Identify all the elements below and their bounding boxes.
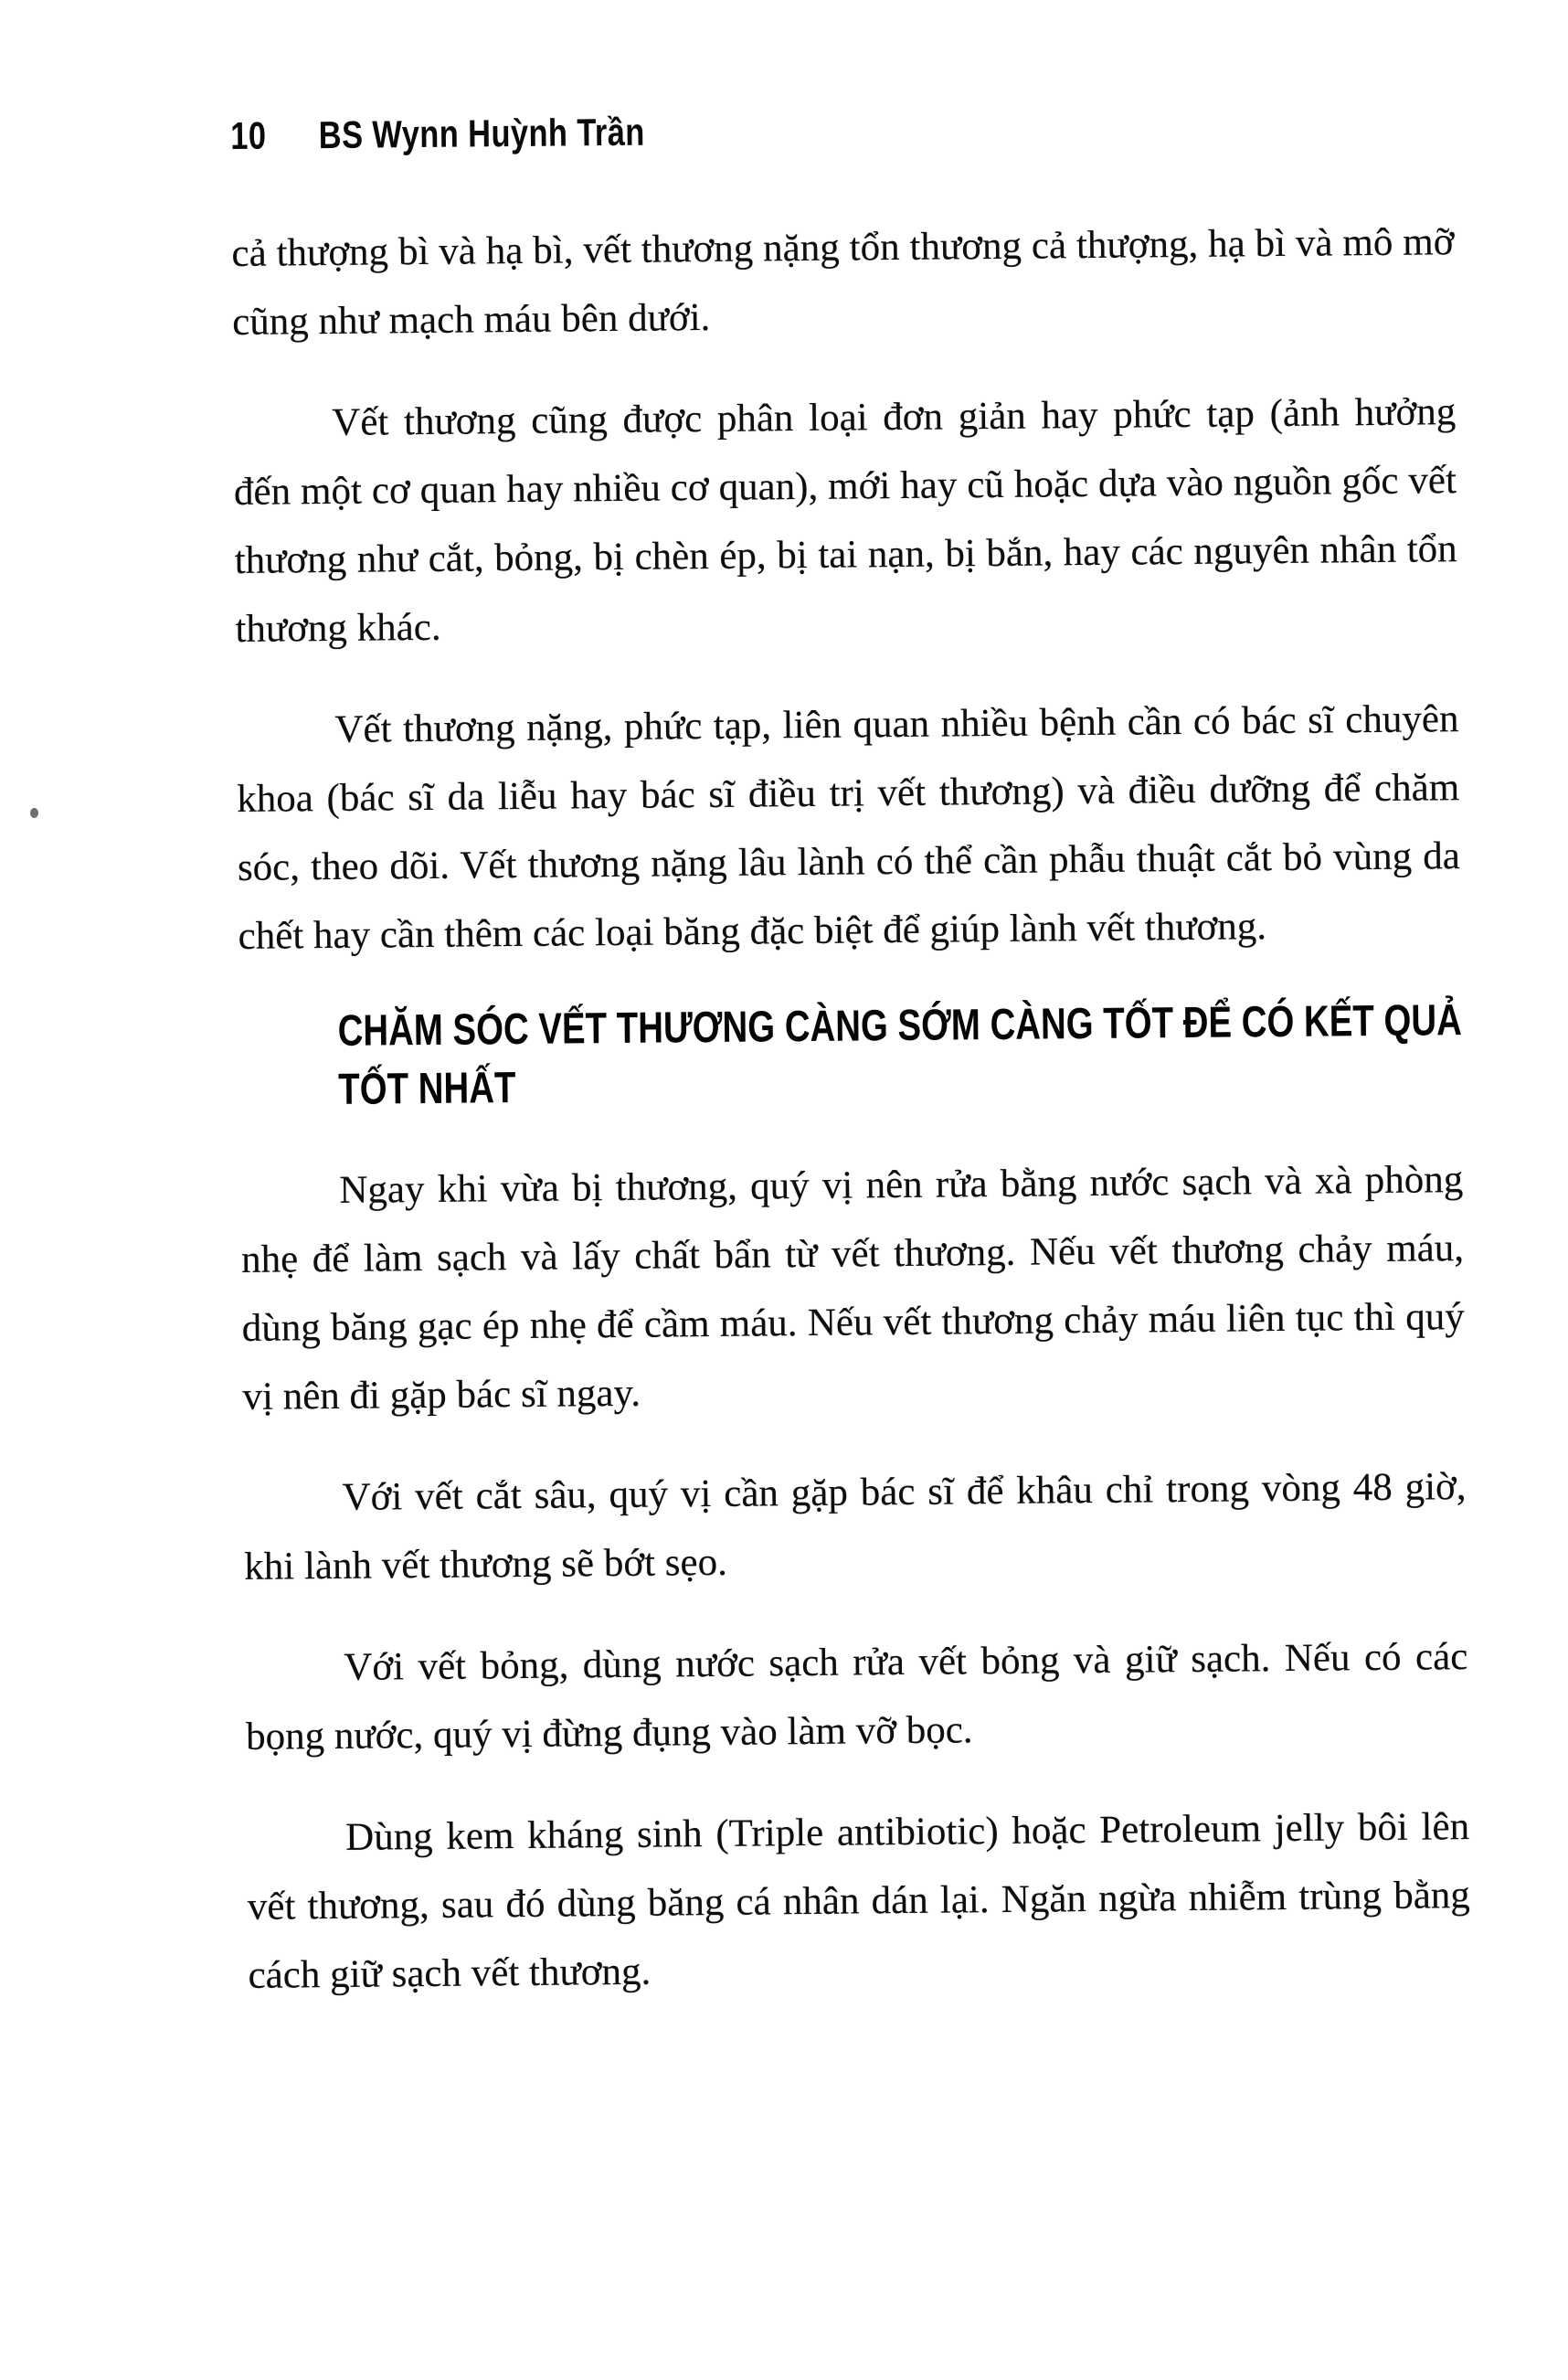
paragraph-6: Với vết bỏng, dùng nước sạch rửa vết bỏng và giữ sạch. Nếu có các bọng nước, quý vị đừng đụng vào làm vỡ bọc. — [245, 1635, 1468, 1758]
scanned-content — [230, 100, 1471, 2043]
paragraph-1: cả thượng bì và hạ bì, vết thương nặng tổn thương cả thượng, hạ bì và mô mỡ cũng như mạch máu bên dưới. — [231, 220, 1455, 344]
paragraph-2: Vết thương cũng được phân loại đơn giản hay phức tạp (ảnh hưởng đến một cơ quan hay nhiều cơ quan), mới hay cũ hoặc dựa vào nguồn gốc vết thương như cắt, bỏng, bị chèn ép, bị tai nạn, bị bắn, hay các nguyên nhân tổn thương khác. — [233, 390, 1457, 651]
section-heading-line-2: TỐT NHẤT — [338, 1064, 516, 1114]
paragraph-4: Ngay khi vừa bị thương, quý vị nên rửa bằng nước sạch và xà phòng nhẹ để làm sạch và lấy chất bẩn từ vết thương. Nếu vết thương chảy máu, dùng băng gạc ép nhẹ để cầm máu. Nếu vết thương chảy máu liên tục thì quý vị nên đi gặp bác sĩ ngay. — [240, 1158, 1465, 1418]
body-text — [231, 207, 1471, 2010]
page-header — [230, 101, 1234, 161]
section-heading — [337, 992, 1462, 1120]
running-head: BS Wynn Huỳnh Trần — [318, 110, 645, 157]
paragraph-7: Dùng kem kháng sinh (Triple antibiotic) hoặc Petroleum jelly bôi lên vết thương, sau đó dùng băng cá nhân dán lại. Ngăn ngừa nhiễm trùng bằng cách giữ sạch vết thương. — [247, 1805, 1471, 1997]
page-number: 10 — [230, 113, 267, 157]
scan-artifact-dot — [30, 808, 38, 818]
paragraph-5: Với vết cắt sâu, quý vị cần gặp bác sĩ để khâu chỉ trong vòng 48 giờ, khi lành vết thương sẽ bớt sẹo. — [244, 1465, 1467, 1588]
section-heading-line-1: CHĂM SÓC VẾT THƯƠNG CÀNG SỚM CÀNG TỐT ĐỂ CÓ KẾT QUẢ — [337, 996, 1463, 1056]
paragraph-3: Vết thương nặng, phức tạp, liên quan nhiều bệnh cần có bác sĩ chuyên khoa (bác sĩ da liễu hay bác sĩ điều trị vết thương) và điều dưỡng để chăm sóc, theo dõi. Vết thương nặng lâu lành có thể cần phẫu thuật cắt bỏ vùng da chết hay cần thêm các loại băng đặc biệt để giúp lành vết thương. — [236, 697, 1461, 958]
